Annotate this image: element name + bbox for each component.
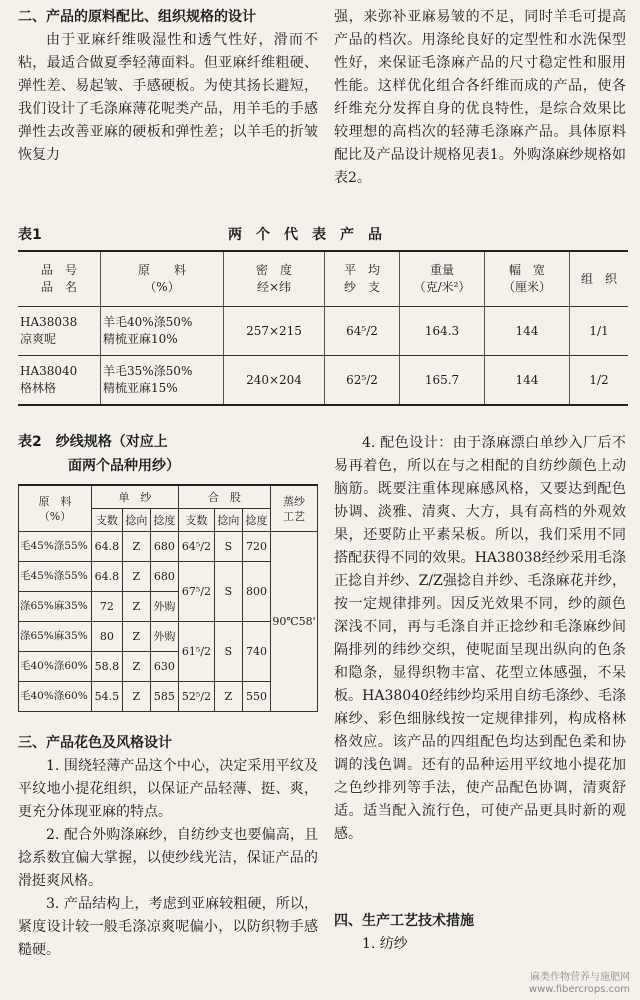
table2-ply-twist-cell: 740 (242, 622, 270, 682)
section3-item-4: 4. 配色设计：由于涤麻漂白单纱入厂后不易再着色，所以在与之相配的自纺纱颜色上动脑筋。既要注重体现麻感风格，又要达到配色协调、淡雅、清爽、大方，具有高档的外观效果，还要防止平素呆板。所以，我们采用不同搭配获得不同的效果。HA38038经纱采用毛涤正捻自并纱、Z/Z强捻自并纱、毛涤麻花并纱，按一定规律排列。因反光效果不同，纱的颜色深浅不同，再与毛涤自并正捻纱和毛涤麻纱间隔排列的纬纱交织，使呢面呈现出纵向的色条和隐条，显得织物丰富、花型立体感强，不呆板。HA38040经纬纱均采用自纺毛涤纱、毛涤麻纱、彩色细脉线按一定规律排列，构成格林格效应。该产品的四组配色均达到配色柔和协调的浅色调。还有的品种运用平纹地小提花加之色纱排列等手法，使产品配色协调，清爽舒适。适当配入流行色，可使产品更具时新的观感。 (334, 435, 626, 842)
table1-header-product: 品 号 品 名 (18, 251, 101, 307)
table1-header-weave: 组 织 (570, 251, 629, 307)
table2-single-twist-cell: 外购 (150, 622, 178, 652)
table2-ply-count-cell: 67⁵/2 (178, 562, 214, 622)
section2-heading: 二、产品的原料配比、组织规格的设计 (18, 9, 256, 25)
table2 (18, 484, 318, 712)
section3-heading: 三、产品花色及风格设计 (18, 735, 172, 751)
table1-header-row (18, 251, 628, 307)
section4-heading: 四、生产工艺技术措施 (334, 913, 474, 929)
table2-header-ply: 合 股 (178, 485, 270, 509)
table2-ply-count-cell: 64⁵/2 (178, 532, 214, 562)
table1-header-width: 幅 宽 （厘米） (485, 251, 570, 307)
table2-header-material: 原 料 （%） (19, 485, 92, 532)
table1-header-material: 原 料 （%） (101, 251, 224, 307)
table2-ply-twist-cell: 800 (242, 562, 270, 622)
watermark-site-name: 麻类作物营养与施肥网 (530, 972, 630, 983)
table1-material-cell: 羊毛40%涤50% 精梳亚麻10% (101, 307, 224, 356)
section3-item-1: 1. 围绕轻薄产品这个中心，决定采用平纹及平纹地小提花组织，以保证产品轻薄、挺、爽，更充分体现亚麻的特点。 (18, 758, 318, 820)
table2-header-row (19, 485, 318, 509)
table1-density-cell: 257×215 (224, 307, 325, 356)
watermark (529, 972, 630, 996)
section3-right-column (334, 432, 626, 846)
table2-single-dir-cell: Z (122, 622, 150, 652)
table1-weight-cell: 165.7 (400, 356, 485, 406)
table2-ply-twist-cell: 720 (242, 532, 270, 562)
table1-count-cell: 64⁵/2 (325, 307, 400, 356)
table2-single-twist-cell: 外购 (150, 592, 178, 622)
table2-single-twist-cell: 680 (150, 532, 178, 562)
table2-single-count-cell: 64.8 (92, 562, 123, 592)
table2-single-twist-cell: 585 (150, 682, 178, 712)
table1-density-cell: 240×204 (224, 356, 325, 406)
table2-material-cell: 毛45%涤55% (19, 562, 92, 592)
section3-column (18, 732, 318, 962)
table2-material-cell: 毛40%涤60% (19, 652, 92, 682)
table2-single-count-cell: 64.8 (92, 532, 123, 562)
table1-weave-cell: 1/1 (570, 307, 629, 356)
table2-material-cell: 涤65%麻35% (19, 592, 92, 622)
table1-product-cell: HA38040 格林格 (18, 356, 101, 406)
table1-caption (18, 224, 628, 246)
table1-row (18, 307, 628, 356)
table2-header-single: 单 纱 (92, 485, 179, 509)
table2-single-count-cell: 58.8 (92, 652, 123, 682)
table1-header-count: 平 均 纱 支 (325, 251, 400, 307)
section2-left-paragraph: 由于亚麻纤维吸湿性和透气性好，滑而不粘，最适合做夏季轻薄面料。但亚麻纤维粗硬、弹性差、易起皱、手感硬板。为使其扬长避短，我们设计了毛涤麻薄花呢类产品，用羊毛的手感弹性去改善亚麻的硬板和弹性差；以羊毛的折皱恢复力 (18, 32, 318, 163)
section4-item-1: 1. 纺纱 (362, 936, 408, 952)
table2-subheader-twist: 捻度 (150, 509, 178, 532)
table2-ply-count-cell: 52⁵/2 (178, 682, 214, 712)
table2-material-cell: 涤65%麻35% (19, 622, 92, 652)
table2-row (19, 532, 318, 562)
table2-steam-cell: 90℃58' (271, 532, 318, 712)
table1-label: 表1 (18, 227, 42, 243)
table2-ply-dir-cell: S (214, 622, 242, 682)
table1-row (18, 356, 628, 406)
table1 (18, 250, 628, 406)
section3-item-3: 3. 产品结构上，考虑到亚麻较粗硬，所以，紧度设计较一般毛涤凉爽呢偏小，以防织物手感糙硬。 (18, 896, 318, 958)
table1-weight-cell: 164.3 (400, 307, 485, 356)
table1-count-cell: 62⁵/2 (325, 356, 400, 406)
table2-subheader-count: 支数 (178, 509, 214, 532)
table2-subheader-twist-dir: 捻向 (214, 509, 242, 532)
table2-ply-dir-cell: S (214, 562, 242, 622)
table2-subheader-count: 支数 (92, 509, 123, 532)
watermark-url: www.fibercrops.com (528, 984, 630, 995)
table2-single-twist-cell: 680 (150, 562, 178, 592)
table2-ply-dir-cell: Z (214, 682, 242, 712)
table1-title: 两个代表产品 (228, 227, 396, 243)
table2-single-dir-cell: Z (122, 652, 150, 682)
table1-width-cell: 144 (485, 307, 570, 356)
table2-subheader-twist: 捻度 (242, 509, 270, 532)
table1-material-cell: 羊毛35%涤50% 精梳亚麻15% (101, 356, 224, 406)
section2-right-paragraph: 强，来弥补亚麻易皱的不足，同时羊毛可提高产品的档次。用涤纶良好的定型性和水洗保型性好，来保证毛涤麻产品的尺寸稳定性和服用性能。这样优化组合各纤维而成的产品，使各纤维充分发挥自身的优良特性，是综合效果比较理想的高档次的轻薄毛涤麻产品。具体原料配比及产品设计规格见表1。外购涤麻纱规格如表2。 (334, 9, 626, 186)
table1-product-cell: HA38038 凉爽呢 (18, 307, 101, 356)
table2-ply-dir-cell: S (214, 532, 242, 562)
table1-header-weight: 重量 （克/米²） (400, 251, 485, 307)
table1-width-cell: 144 (485, 356, 570, 406)
table2-caption: 表2 纱线规格（对应上 面两个品种用纱） (18, 434, 180, 474)
section2-right-column (334, 6, 626, 190)
table1-header-density: 密 度 经×纬 (224, 251, 325, 307)
table2-material-cell: 毛45%涤55% (19, 532, 92, 562)
section2-left-column (18, 6, 318, 167)
table2-single-dir-cell: Z (122, 592, 150, 622)
table1-weave-cell: 1/2 (570, 356, 629, 406)
table2-single-twist-cell: 630 (150, 652, 178, 682)
section4 (334, 910, 626, 956)
table2-ply-twist-cell: 550 (242, 682, 270, 712)
table2-material-cell: 毛40%涤60% (19, 682, 92, 712)
section3-item-2: 2. 配合外购涤麻纱，自纺纱支也要偏高，且捻系数宜偏大掌握，以使纱线光洁，保证产品的滑挺爽风格。 (18, 827, 318, 889)
table2-single-count-cell: 72 (92, 592, 123, 622)
table2-header-steam: 蒸纱 工艺 (271, 485, 318, 532)
table2-single-dir-cell: Z (122, 562, 150, 592)
table2-ply-count-cell: 61⁵/2 (178, 622, 214, 682)
table2-single-count-cell: 80 (92, 622, 123, 652)
table2-single-count-cell: 54.5 (92, 682, 123, 712)
table2-subheader-twist-dir: 捻向 (122, 509, 150, 532)
table2-single-dir-cell: Z (122, 532, 150, 562)
table2-single-dir-cell: Z (122, 682, 150, 712)
